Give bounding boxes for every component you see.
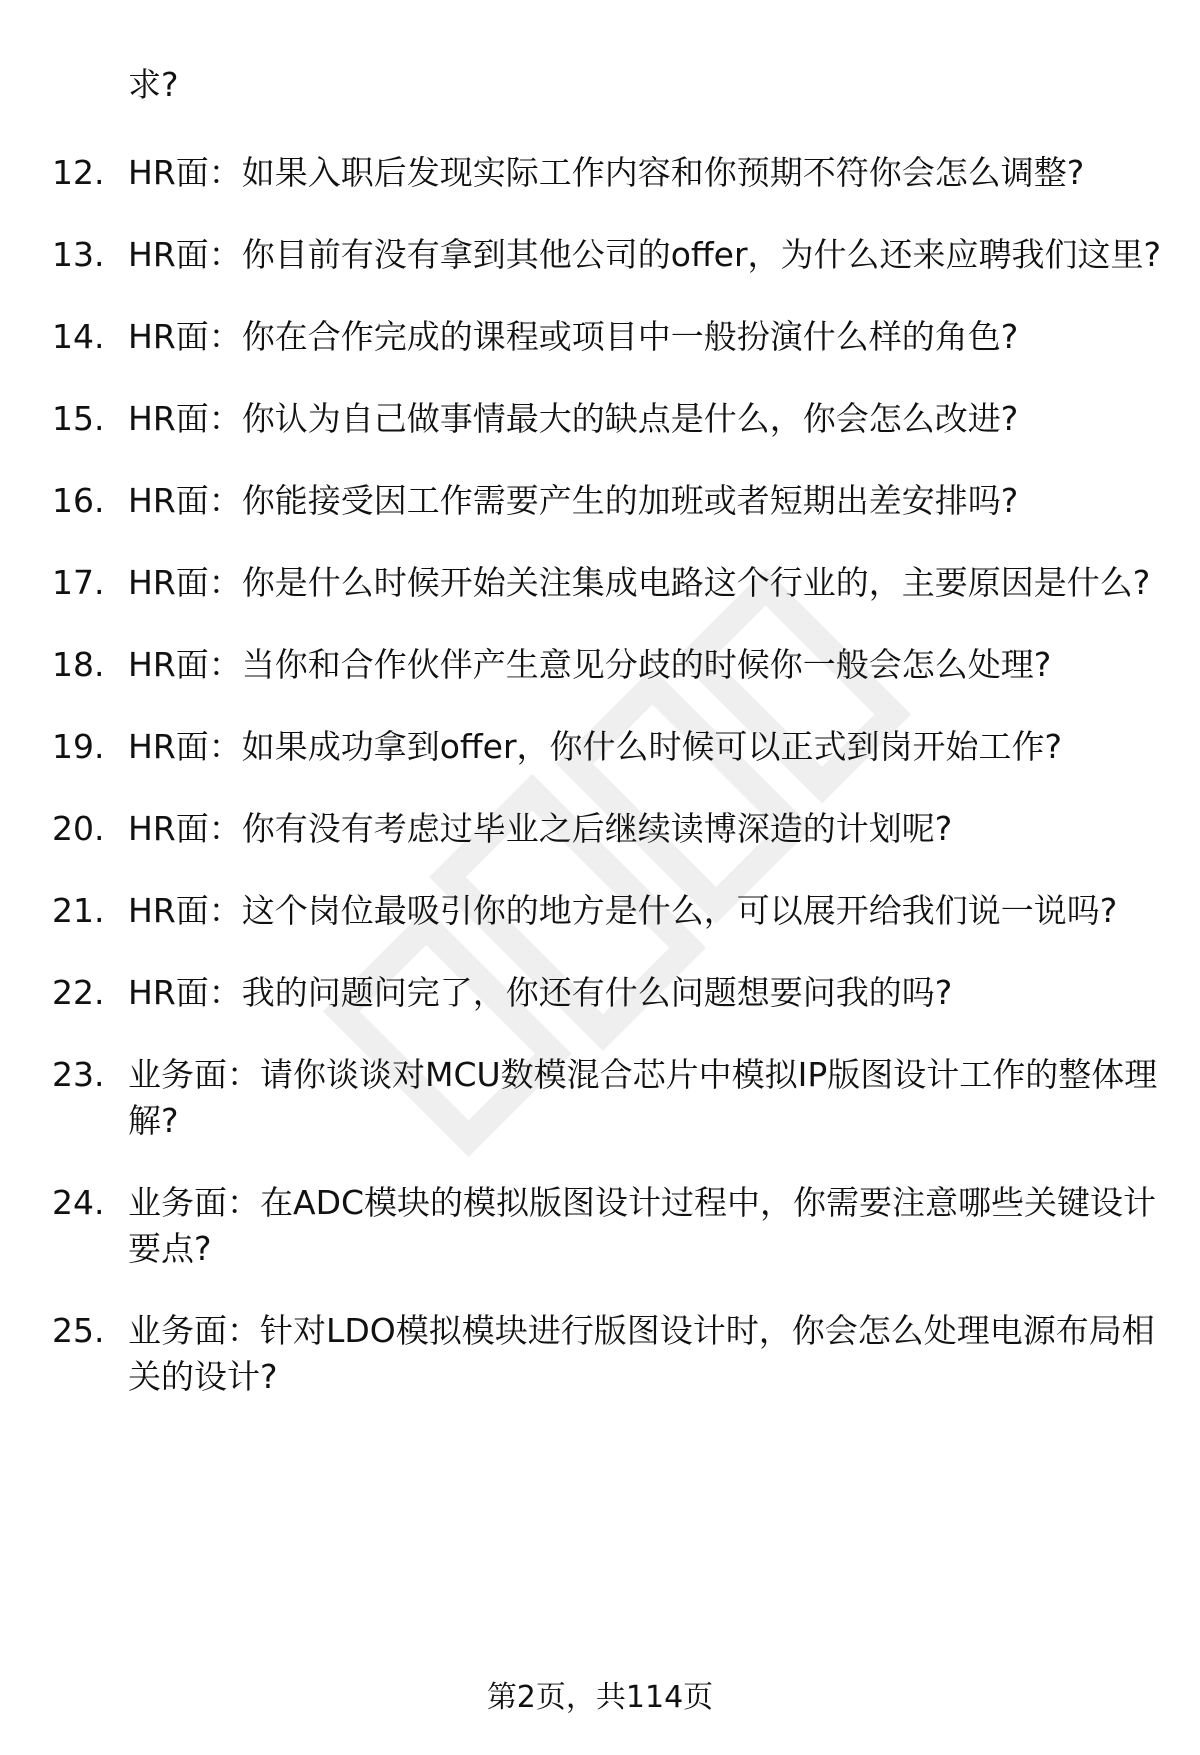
- question-text: 业务面：在ADC模块的模拟版图设计过程中，你需要注意哪些关键设计要点?: [128, 1183, 1157, 1268]
- question-number: 16.: [52, 481, 105, 520]
- question-text: HR面：我的问题问完了，你还有什么问题想要问我的吗?: [128, 973, 953, 1012]
- question-text: HR面：你在合作完成的课程或项目中一般扮演什么样的角色?: [128, 317, 1019, 356]
- question-text: HR面：如果入职后发现实际工作内容和你预期不符你会怎么调整?: [128, 153, 1085, 192]
- question-number: 23.: [52, 1055, 105, 1094]
- question-number: 18.: [52, 645, 105, 684]
- question-list: [0, 150, 1200, 1436]
- question-text: HR面：如果成功拿到offer，你什么时候可以正式到岗开始工作?: [128, 727, 1063, 766]
- list-item: [0, 1180, 1200, 1272]
- list-item: [0, 724, 1200, 770]
- question-text: HR面：这个岗位最吸引你的地方是什么，可以展开给我们说一说吗?: [128, 891, 1118, 930]
- question-text: HR面：你认为自己做事情最大的缺点是什么，你会怎么改进?: [128, 399, 1019, 438]
- page-footer: 第2页，共114页: [486, 1680, 714, 1715]
- list-item: [0, 478, 1200, 524]
- question-number: 12.: [52, 153, 105, 192]
- question-number: 22.: [52, 973, 105, 1012]
- list-item: [0, 970, 1200, 1016]
- list-item: [0, 150, 1200, 196]
- question-number: 15.: [52, 399, 105, 438]
- question-text: HR面：当你和合作伙伴产生意见分歧的时候你一般会怎么处理?: [128, 645, 1052, 684]
- list-item: [0, 1308, 1200, 1400]
- question-number: 24.: [52, 1183, 105, 1222]
- list-item: [0, 642, 1200, 688]
- question-number: 25.: [52, 1311, 105, 1350]
- continuation-text: 求?: [128, 65, 179, 104]
- question-number: 13.: [52, 235, 105, 274]
- list-item: [0, 806, 1200, 852]
- question-text: 业务面：针对LDO模拟模块进行版图设计时，你会怎么处理电源布局相关的设计?: [128, 1311, 1155, 1396]
- question-text: 业务面：请你谈谈对MCU数模混合芯片中模拟IP版图设计工作的整体理解?: [128, 1055, 1158, 1140]
- list-item: [0, 560, 1200, 606]
- list-item: [0, 232, 1200, 278]
- question-text: HR面：你能接受因工作需要产生的加班或者短期出差安排吗?: [128, 481, 1019, 520]
- list-item: [0, 1052, 1200, 1144]
- question-number: 14.: [52, 317, 105, 356]
- question-number: 17.: [52, 563, 105, 602]
- question-text: HR面：你有没有考虑过毕业之后继续读博深造的计划呢?: [128, 809, 953, 848]
- list-item: [0, 314, 1200, 360]
- question-text: HR面：你目前有没有拿到其他公司的offer，为什么还来应聘我们这里?: [128, 235, 1162, 274]
- question-text: HR面：你是什么时候开始关注集成电路这个行业的，主要原因是什么?: [128, 563, 1151, 602]
- question-number: 19.: [52, 727, 105, 766]
- question-number: 21.: [52, 891, 105, 930]
- list-item: [0, 888, 1200, 934]
- list-item: [0, 396, 1200, 442]
- question-number: 20.: [52, 809, 105, 848]
